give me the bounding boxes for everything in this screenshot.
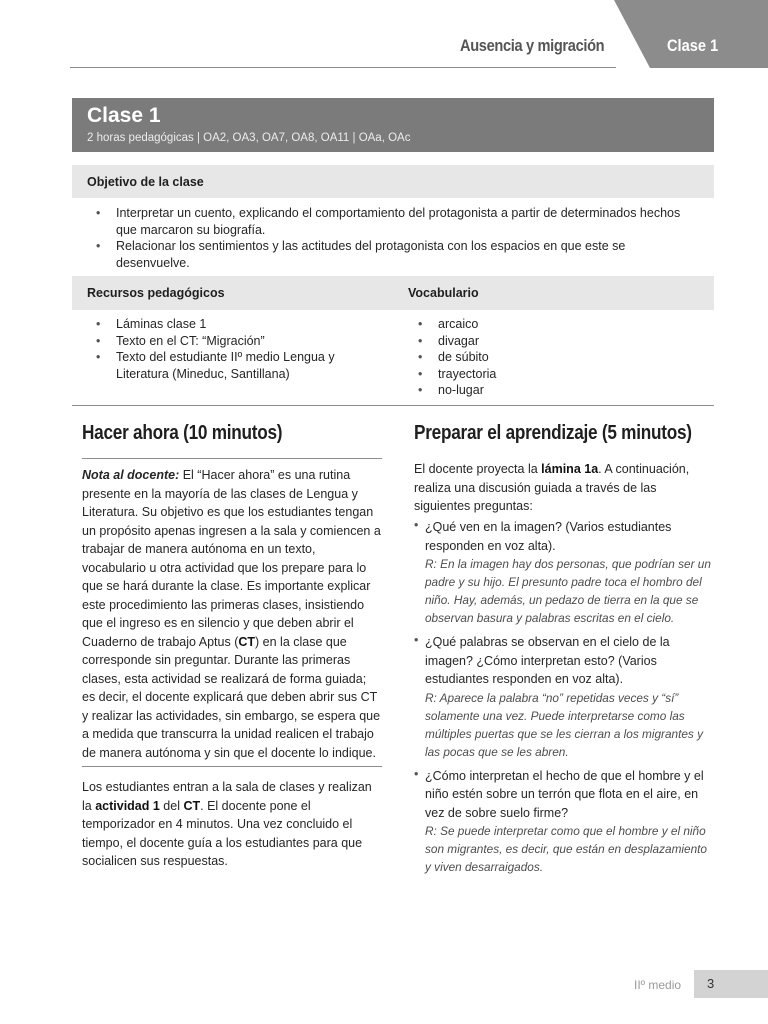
list-item: • divagar — [414, 333, 664, 350]
note-ct: CT — [238, 634, 256, 649]
note-label: Nota al docente: — [82, 468, 180, 482]
question: • ¿Qué palabras se observan en el cielo de la imagen? ¿Cómo interpretan esto? (Varios estudiantes responden en voz alta). — [425, 635, 670, 686]
class-tab — [614, 0, 768, 68]
objective-band — [72, 165, 714, 198]
ct-ref: CT — [183, 798, 201, 813]
page-number: 3 — [707, 976, 715, 991]
list-item: • arcaico — [414, 316, 664, 333]
do-now-title: Hacer ahora (10 minutos) — [82, 422, 283, 444]
answer: R: Se puede interpretar como que el hombre y el niño son migrantes, es decir, que están en desplazamiento y viven desarraigados. — [425, 824, 707, 874]
list-item — [414, 518, 716, 627]
list-item: • Láminas clase 1 — [92, 316, 362, 333]
answer: R: Aparece la palabra “no” repetidas veces y “sí” solamente una vez. Puede interpretarse como las múltiples puertas que se les cierran a los migrantes y las pocas que se les abren. — [425, 690, 704, 759]
class-header-box — [72, 98, 714, 152]
list-item: • Interpretar un cuento, explicando el comportamiento del protagonista a partir de determinados hechos que marcaron su biografía. — [92, 205, 682, 238]
objective-label: Objetivo de la clase — [87, 175, 204, 189]
text-run: . A continuación, realiza una discusión guiada a través de las siguientes preguntas: — [414, 462, 690, 513]
questions-list — [414, 518, 716, 882]
class-tab-label: Clase 1 — [667, 36, 719, 55]
activity-ref: actividad 1 — [95, 798, 160, 813]
class-meta: 2 horas pedagógicas | OA2, OA3, OA7, OA8, OA11 | OAa, OAc — [87, 132, 411, 144]
prepare-learning-title: Preparar el aprendizaje (5 minutos) — [414, 422, 692, 444]
list-item: • trayectoria — [414, 366, 664, 383]
objectives-list — [92, 205, 682, 271]
class-box-bottom-rule — [72, 405, 714, 406]
note-top-rule — [82, 458, 382, 459]
list-item: • Texto del estudiante IIº medio Lengua y Literatura (Mineduc, Santillana) — [92, 349, 362, 382]
do-now-paragraph — [82, 778, 382, 871]
unit-title: Ausencia y migración — [460, 36, 605, 55]
list-item: • no-lugar — [414, 382, 664, 399]
note-bottom-rule — [82, 766, 382, 767]
resources-band — [72, 276, 714, 310]
prepare-intro — [414, 460, 716, 516]
vocabulary-label: Vocabulario — [408, 286, 479, 300]
resources-list — [92, 316, 362, 382]
resources-label: Recursos pedagógicos — [87, 286, 225, 300]
question: • ¿Cómo interpretan el hecho de que el hombre y el niño estén sobre un terrón que flota en el aire, en vez de sobre suelo firme? — [425, 768, 704, 820]
list-item — [414, 633, 716, 761]
text-run: El docente proyecta la — [414, 462, 542, 476]
grade-level: IIº medio — [634, 978, 682, 992]
list-item: • Relacionar los sentimientos y las actitudes del protagonista con los espacios en que este se desenvuelve. — [92, 238, 682, 271]
slide-ref: lámina 1a — [541, 462, 599, 476]
text-run: del — [159, 798, 184, 813]
answer: R: En la imagen hay dos personas, que podrían ser un padre y su hijo. El presunto padre toca el hombro del niño. Hay, además, un pedazo de tierra en la que se observan basura y palabras escritas en el cielo. — [425, 557, 711, 625]
header-rule — [70, 67, 616, 68]
teacher-note — [82, 466, 382, 762]
class-title: Clase 1 — [87, 104, 161, 127]
list-item: • de súbito — [414, 349, 664, 366]
note-text: El “Hacer ahora” es una rutina presente en la mayoría de las clases de Lengua y Literatura. Su objetivo es que los estudiantes tengan un propósito apenas ingresen a la sala y comiencen a trabajar de manera autónoma en un texto, vocabulario u otra actividad que los prepare para lo que se hará durante la clase. Es importante explicar este procedimiento las primeras clases, insistiendo que el ingreso es en silencio y que deben abrir el Cuaderno de trabajo Aptus ( — [82, 468, 381, 649]
question: • ¿Qué ven en la imagen? (Varios estudiantes responden en voz alta). — [425, 520, 672, 553]
vocabulary-list — [414, 316, 664, 399]
text-run: . El docente pone el temporizador en 4 minutos. Una vez concluido el tiempo, el docente guía a los estudiantes para que socialicen sus respuestas. — [82, 798, 363, 868]
page-number-box — [694, 970, 768, 998]
list-item — [414, 767, 716, 877]
note-text-2: ) en la clase que corresponde sin preguntar. Durante las primeras clases, esta actividad se realizará de forma guiada; es decir, el docente explicará que deben abrir sus CT y realizar las actividades, sin embargo, se espera que a medida que transcurra la unidad realicen el trabajo de manera autónoma y sin que el docente lo indique. — [82, 634, 381, 760]
list-item: • Texto en el CT: “Migración” — [92, 333, 362, 350]
text-run: Los estudiantes entran a la sala de clases y realizan la — [82, 780, 372, 813]
